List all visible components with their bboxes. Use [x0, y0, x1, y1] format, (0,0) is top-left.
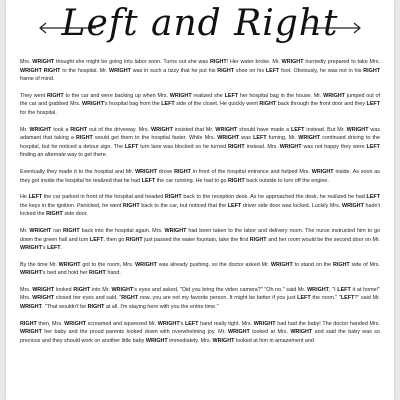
emphasized-word: WRIGHT: [20, 245, 42, 252]
story-paragraph: [20, 126, 380, 160]
text-run: Mrs.: [20, 286, 33, 293]
text-run: hand really tight. Mrs.: [198, 320, 254, 327]
text-run: at all. I'm staying here with you the entire time.": [104, 304, 219, 311]
text-run: just passed the water fountain, take the first: [142, 236, 250, 243]
emphasized-word: RIGHT: [217, 67, 235, 74]
emphasized-word: RIGHT: [89, 270, 106, 277]
text-run: 's eyes and asked, "Did you bring the video camera?" "Oh no," said Mr.: [133, 286, 308, 293]
text-run: back to the car, but noticed that the: [139, 202, 228, 209]
text-run: By the time Mr.: [20, 261, 59, 268]
text-run: the room." ": [310, 295, 341, 302]
text-run: would get them to the hospital faster. While Mrs.: [92, 135, 218, 142]
emphasized-word: WRIGHT: [20, 270, 42, 277]
emphasized-word: WRIGHT: [20, 329, 42, 336]
emphasized-word: LEFT: [124, 143, 139, 150]
story-paragraph: [20, 92, 380, 118]
text-run: .: [60, 245, 63, 252]
text-run: realized she: [191, 92, 225, 99]
emphasized-word: RIGHT: [259, 101, 277, 108]
text-run: out of the driveway. Mrs.: [87, 126, 151, 133]
emphasized-word: WRIGHT: [29, 227, 52, 234]
text-run: was not happy they were: [301, 143, 367, 150]
emphasized-word: WRIGHT: [32, 286, 55, 293]
emphasized-word: WRIGHT: [217, 135, 240, 142]
emphasized-word: LEFT: [224, 92, 239, 99]
emphasized-word: WRIGHT: [20, 304, 42, 311]
text-run: immediately. Mrs.: [167, 337, 213, 344]
text-run: and her room would be the second door on Mr.: [266, 236, 380, 243]
text-run: Mrs.: [20, 59, 33, 65]
emphasized-word: WRIGHT: [29, 126, 52, 133]
text-run: hadn't locked the: [20, 202, 381, 218]
text-run: for the hospital.: [20, 109, 57, 116]
text-run: the car parked in front of the hospital and headed: [42, 194, 165, 201]
text-run: to the car and were backing up when Mrs.: [63, 92, 170, 99]
emphasized-word: LEFT: [297, 295, 311, 302]
text-run: then, Mrs.: [36, 320, 65, 327]
arrow-right-icon: [302, 22, 364, 34]
text-run: was in such a tizzy that he put his: [130, 67, 218, 74]
text-run: turn lane was blocked so he turned: [138, 143, 228, 150]
emphasized-word: WRIGHT: [164, 227, 187, 234]
text-run: screamed and squeezed Mr.: [86, 320, 158, 327]
story-paragraph: [20, 286, 380, 312]
text-run: 's: [41, 245, 48, 252]
page-title: Left and Right: [61, 3, 339, 44]
title-header: [6, 0, 394, 56]
emphasized-word: RIGHT: [76, 135, 93, 142]
emphasized-word: WRIGHT: [157, 320, 180, 327]
emphasized-word: WRIGHT: [281, 59, 304, 65]
emphasized-word: LEFT: [340, 295, 355, 302]
emphasized-word: RIGHT: [73, 286, 91, 293]
text-run: side of Mrs.: [349, 261, 380, 268]
text-run: 's hospital bag from the: [103, 101, 162, 108]
emphasized-word: WRIGHT: [135, 261, 157, 268]
text-run: , "I: [328, 286, 338, 293]
emphasized-word: RIGHT: [228, 177, 245, 184]
text-run: should have made a: [237, 126, 291, 133]
text-run: side of the closet. He quickly went: [174, 101, 260, 108]
emphasized-word: RIGHT: [164, 194, 182, 201]
text-run: ran: [51, 227, 63, 234]
emphasized-word: WRIGHT: [342, 202, 364, 209]
text-run: got to the room, Mrs.: [80, 261, 136, 268]
text-run: the car running. He had to go: [155, 177, 228, 184]
text-run: hand.: [105, 270, 121, 277]
text-run: insisted that Mr.: [172, 126, 216, 133]
emphasized-word: WRIGHT: [311, 168, 334, 175]
emphasized-word: LEFT: [227, 202, 242, 209]
emphasized-word: WRIGHT RIGHT: [20, 67, 61, 74]
text-run: side door.: [62, 211, 88, 218]
emphasized-word: LEFT: [141, 177, 156, 184]
text-run: back into the hospital again. Mrs.: [79, 227, 165, 234]
emphasized-word: LEFT: [89, 236, 104, 243]
emphasized-word: WRIGHT: [135, 168, 157, 175]
text-run: closed her eyes and said, ": [54, 295, 122, 302]
text-run: hurriedly prepared to take Mrs.: [303, 59, 380, 65]
text-run: continued driving to the hospital, but he noticed a detour sign. The: [20, 135, 381, 150]
emphasized-word: RIGHT: [122, 202, 140, 209]
text-run: shoe on his: [234, 67, 266, 74]
emphasized-word: RIGHT: [125, 236, 143, 243]
emphasized-word: WRIGHT: [58, 261, 81, 268]
text-run: it at home!" Mrs.: [20, 286, 380, 302]
text-run: Eventually they made it to the hospital and Mr.: [20, 168, 136, 175]
emphasized-word: LEFT: [337, 286, 351, 293]
text-run: back to the reception desk. As he approached the desk, he realized he had: [181, 194, 367, 201]
text-run: He: [20, 194, 29, 201]
emphasized-word: WRIGHT: [169, 92, 192, 99]
emphasized-word: WRIGHT: [64, 320, 87, 327]
emphasized-word: LEFT: [253, 135, 267, 142]
emphasized-word: RIGHT: [70, 126, 88, 133]
text-run: jumped out of the car and grabbed Mrs.: [20, 92, 381, 108]
text-run: the keys in the ignition. Panicked, he went: [20, 202, 123, 209]
emphasized-word: RIGHT: [332, 261, 350, 268]
text-run: 's bed and hold her: [41, 270, 90, 277]
text-run: . "That wouldn't be: [41, 304, 88, 311]
text-run: Mr.: [20, 126, 30, 133]
text-run: instead. Mrs.: [244, 143, 280, 150]
emphasized-word: WRIGHT: [109, 67, 131, 74]
text-run: into Mr.: [90, 286, 112, 293]
emphasized-word: WRIGHT: [279, 143, 302, 150]
text-run: Mr.: [20, 227, 30, 234]
emphasized-word: WRIGHT: [32, 295, 55, 302]
emphasized-word: WRIGHT: [212, 337, 235, 344]
emphasized-word: RIGHT: [121, 295, 139, 302]
emphasized-word: RIGHT: [363, 67, 381, 74]
text-run: They went: [20, 92, 47, 99]
text-run: was already pushing, so the doctor asked Mr.: [156, 261, 271, 268]
emphasized-word: LEFT: [161, 101, 175, 108]
text-run: her baby and the proud parents looked down with overwhelming joy. Mr.: [41, 329, 228, 336]
text-run: thought she might be going into labor soon. Turns out she was: [54, 59, 210, 65]
text-run: took a: [51, 126, 71, 133]
emphasized-word: RIGHT: [174, 168, 191, 175]
story-paragraph: [20, 261, 380, 278]
text-run: looked at him in amazement and: [234, 337, 314, 344]
emphasized-word: LEFT: [47, 245, 61, 252]
text-run: to stand on the: [292, 261, 333, 268]
emphasized-word: WRIGHT: [298, 135, 321, 142]
emphasized-word: WRIGHT: [145, 337, 168, 344]
text-run: was: [239, 135, 254, 142]
emphasized-word: WRIGHT: [307, 286, 329, 293]
text-run: finding an alternate way to get there.: [20, 152, 108, 159]
story-paragraph: [20, 227, 380, 253]
text-run: driver side door was locked. Luckily Mrs.: [241, 202, 342, 209]
emphasized-word: WRIGHT: [82, 101, 104, 108]
text-run: 's: [179, 320, 185, 327]
text-run: had been taken to the labor and delivery room. The nurse instructed him to go down the green hall and turn: [20, 227, 381, 243]
text-run: , then go: [103, 236, 126, 243]
text-run: was adamant that taking a: [20, 126, 381, 142]
text-run: now, you are not my favorite person. It might be better if you just: [138, 295, 298, 302]
emphasized-word: RIGHT: [87, 304, 105, 311]
emphasized-word: LEFT: [290, 126, 305, 133]
emphasized-word: RIGHT: [46, 92, 64, 99]
text-run: looked: [54, 286, 74, 293]
text-run: in front of the hospital entrance and helped Mrs.: [190, 168, 312, 175]
story-paragraph: [20, 58, 380, 84]
story-paragraph: [20, 193, 380, 219]
emphasized-word: WRIGHT: [253, 320, 276, 327]
emphasized-word: WRIGHT: [32, 59, 55, 65]
text-run: her hospital bag in the house. Mr.: [238, 92, 324, 99]
emphasized-word: RIGHT: [209, 59, 227, 65]
emphasized-word: RIGHT: [20, 320, 37, 327]
text-run: and said the baby was so precious and they should work on another little baby: [20, 329, 380, 344]
emphasized-word: WRIGHT: [323, 92, 345, 99]
text-run: foot. Obviously, he was not in his: [279, 67, 364, 74]
emphasized-word: RIGHT: [62, 227, 80, 234]
story-paragraph: [20, 168, 380, 185]
text-run: had had the baby! The doctor handed Mrs.: [275, 320, 380, 327]
text-run: fuming, Mr.: [266, 135, 299, 142]
emphasized-word: WRIGHT: [346, 126, 369, 133]
emphasized-word: LEFT: [366, 194, 380, 201]
text-run: to the hospital. Mr.: [60, 67, 110, 74]
emphasized-word: WRIGHT: [290, 329, 313, 336]
text-run: instead. But Mr.: [304, 126, 347, 133]
emphasized-word: LEFT: [366, 101, 381, 108]
emphasized-word: LEFT: [185, 320, 199, 327]
story-paragraph: [20, 320, 380, 346]
emphasized-word: RIGHT: [46, 211, 63, 218]
emphasized-word: LEFT: [265, 67, 280, 74]
emphasized-word: WRIGHT: [270, 261, 293, 268]
story-body: [20, 58, 380, 353]
emphasized-word: RIGHT: [227, 143, 245, 150]
document-page: [6, 0, 394, 400]
emphasized-word: WRIGHT: [227, 329, 250, 336]
emphasized-word: WRIGHT: [111, 286, 134, 293]
emphasized-word: LEFT: [366, 143, 380, 150]
emphasized-word: WRIGHT: [215, 126, 238, 133]
text-run: drove: [156, 168, 175, 175]
emphasized-word: WRIGHT: [151, 126, 173, 133]
text-run: ?" said Mr.: [354, 295, 381, 302]
text-run: ! Her water broke. Mr.: [226, 59, 282, 65]
text-run: inside. As soon as they got inside the hospital he realized that he had: [20, 168, 381, 184]
text-run: looked at Mrs.: [249, 329, 291, 336]
emphasized-word: LEFT: [28, 194, 43, 201]
text-run: back outside to turn off the engine.: [244, 177, 329, 184]
emphasized-word: RIGHT: [249, 236, 267, 243]
text-run: frame of mind.: [20, 76, 55, 83]
text-run: back through the front door and they: [276, 101, 367, 108]
